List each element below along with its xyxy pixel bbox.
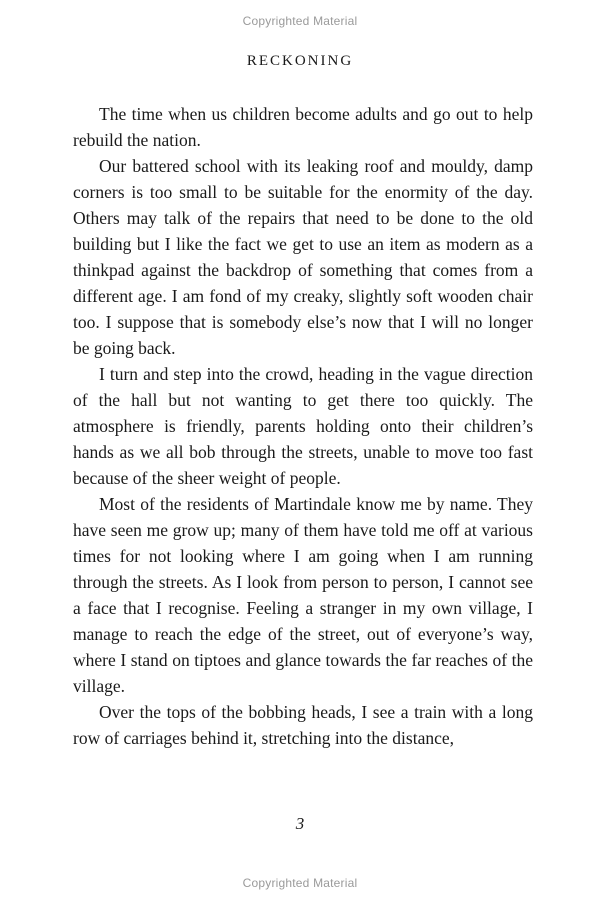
running-head-title: RECKONING xyxy=(246,53,354,69)
page-number: 3 xyxy=(295,814,305,833)
page-body-text xyxy=(73,101,533,751)
copyright-watermark-top: Copyrighted Material xyxy=(242,14,358,28)
paragraph-2: Our battered school with its leaking roof and mouldy, damp corners is too small to be suitable for the enormity of the day. Others may talk of the repairs that need to be done to the old building but I like the fact we get to use an item as modern as a thinkpad against the backdrop of something that comes from a different age. I am fond of my creaky, slightly soft wooden chair too. I suppose that is somebody else’s now that I will no longer be going back. xyxy=(73,156,533,358)
copyright-watermark-bottom: Copyrighted Material xyxy=(242,876,358,890)
paragraph-4: Most of the residents of Martindale know me by name. They have seen me grow up; many of them have told me off at various times for not looking where I am going when I am running through the streets. As I look from person to person, I cannot see a face that I recognise. Feeling a stranger in my own village, I manage to reach the edge of the street, out of everyone’s way, where I stand on tiptoes and glance towards the far reaches of the village. xyxy=(73,494,533,696)
paragraph-3: I turn and step into the crowd, heading in the vague direction of the hall but not wanting to get there too quickly. The atmosphere is friendly, parents holding onto their children’s hands as we all bob through the streets, unable to move too fast because of the sheer weight of people. xyxy=(73,364,533,488)
paragraph-5: Over the tops of the bobbing heads, I see a train with a long row of carriages behind it, stretching into the distance, xyxy=(73,702,533,748)
paragraph-1: The time when us children become adults and go out to help rebuild the nation. xyxy=(73,104,533,150)
